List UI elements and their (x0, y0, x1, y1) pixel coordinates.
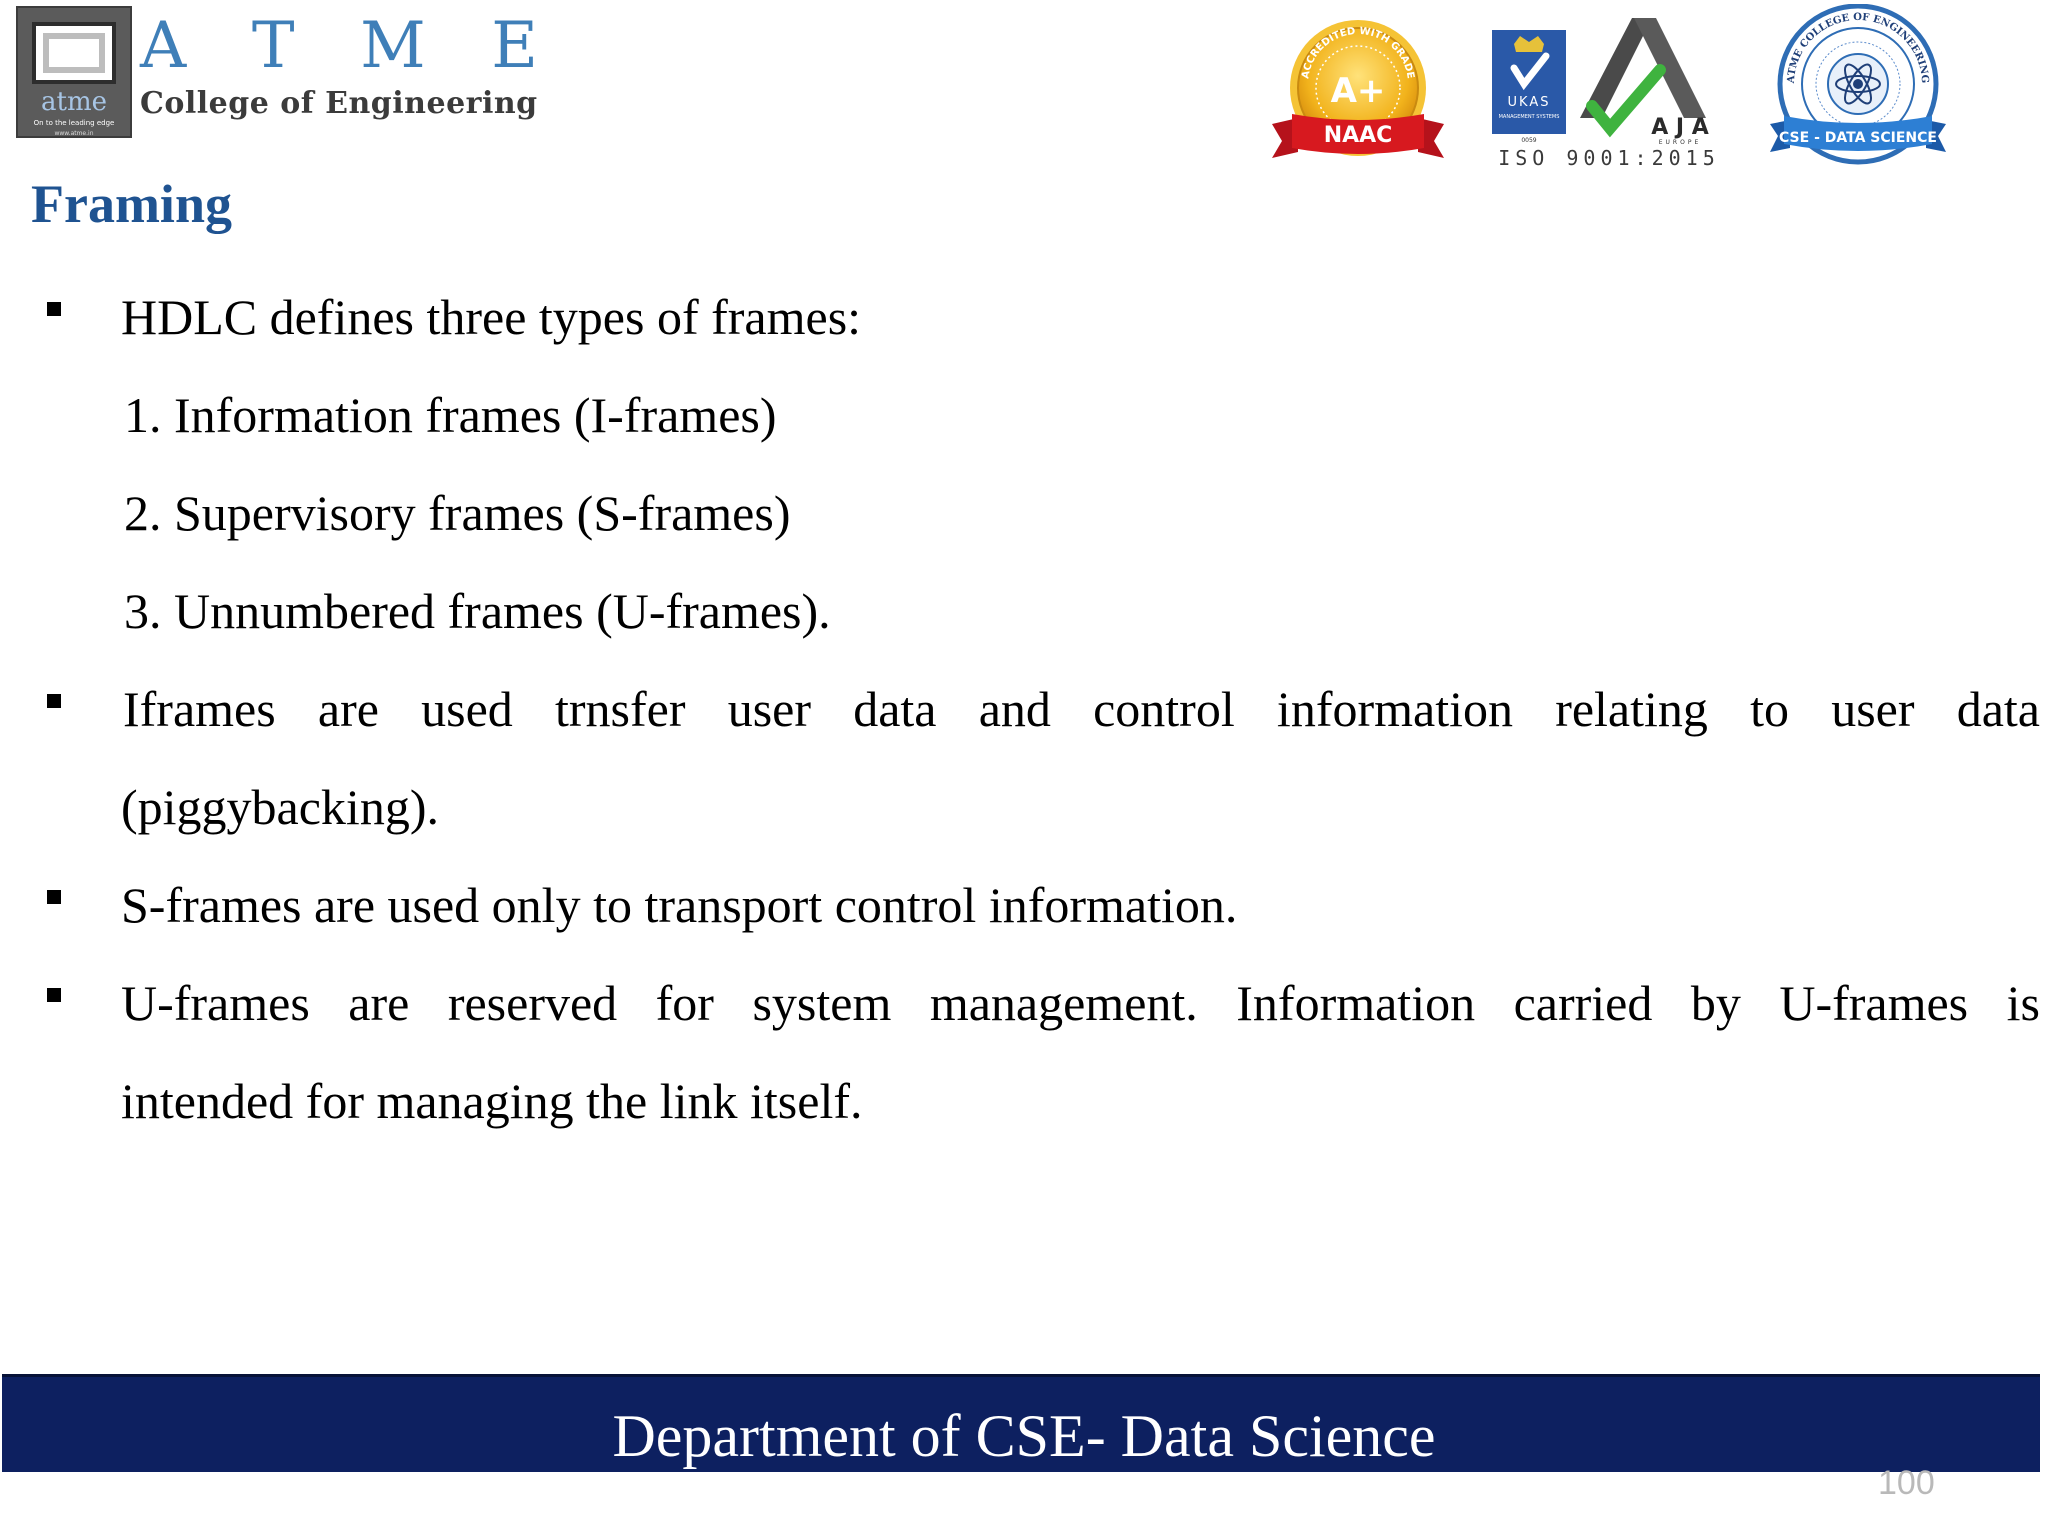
brand-letter: M (360, 9, 428, 83)
page-number: 100 (1878, 1464, 1935, 1502)
naac-badge (1268, 14, 1448, 174)
bullet-text: HDLC defines three types of frames: (121, 289, 862, 345)
ukas-crown-icon (1492, 30, 1566, 144)
slide-title: Framing (31, 174, 232, 234)
logo-mark-text: atme (41, 87, 107, 117)
ukas-number: 0059 (1521, 137, 1537, 144)
bullet-marker (47, 988, 61, 1002)
brand-letter: T (251, 9, 297, 83)
bullet-text: Iframes are used trnsfer user data and control information relating to user data (123, 681, 2040, 737)
cse-data-science-seal (1768, 4, 1948, 170)
bullet-text: S-frames are used only to transport control information. (121, 877, 1238, 933)
seal-ring-text: ATME COLLEGE OF ENGINEERING (1785, 11, 1931, 84)
brand-letter: A (140, 9, 189, 83)
footer-department: Department of CSE- Data Science (612, 1403, 1436, 1469)
aja-sub: EUROPE (1658, 139, 1702, 146)
aja-logo-icon (1580, 18, 1709, 146)
logo-tagline: On to the leading edge (33, 119, 115, 127)
naac-ribbon-icon (1272, 114, 1444, 158)
numbered-item: 3. Unnumbered frames (U-frames). (124, 583, 831, 639)
college-logo (16, 6, 132, 138)
bullet-text: U-frames are reserved for system management. Information carried by U-frames is (121, 975, 2040, 1031)
naac-grade: A+ (1330, 71, 1386, 111)
numbered-item: 1. Information frames (I-frames) (124, 387, 777, 443)
bullet-marker (47, 890, 61, 904)
bullet-text-continuation: intended for managing the link itself. (121, 1073, 863, 1129)
logo-url: www.atme.in (54, 130, 94, 137)
college-name: College of Engineering (140, 86, 538, 121)
bullet-marker (47, 694, 61, 708)
ukas-sub: MANAGEMENT SYSTEMS (1498, 114, 1560, 120)
naac-ribbon-text: NAAC (1323, 123, 1393, 148)
iso-standard: ISO 9001:2015 (1498, 146, 1720, 170)
numbered-item: 2. Supervisory frames (S-frames) (124, 485, 791, 541)
logo-window-graphic (32, 22, 116, 84)
ukas-aja-logos (1484, 10, 1734, 150)
iso-certification (1484, 10, 1734, 180)
bullet-text-continuation: (piggybacking). (121, 779, 439, 835)
naac-arc-text: ACCREDITED WITH GRADE (1300, 25, 1416, 80)
bullet-marker (47, 302, 61, 316)
seal-ribbon-text: CSE - DATA SCIENCE (1779, 130, 1937, 146)
brand-letters (140, 8, 540, 84)
aja-label: A J A (1651, 115, 1709, 140)
ukas-label: UKAS (1507, 95, 1551, 110)
brand-letter: E (491, 9, 540, 83)
